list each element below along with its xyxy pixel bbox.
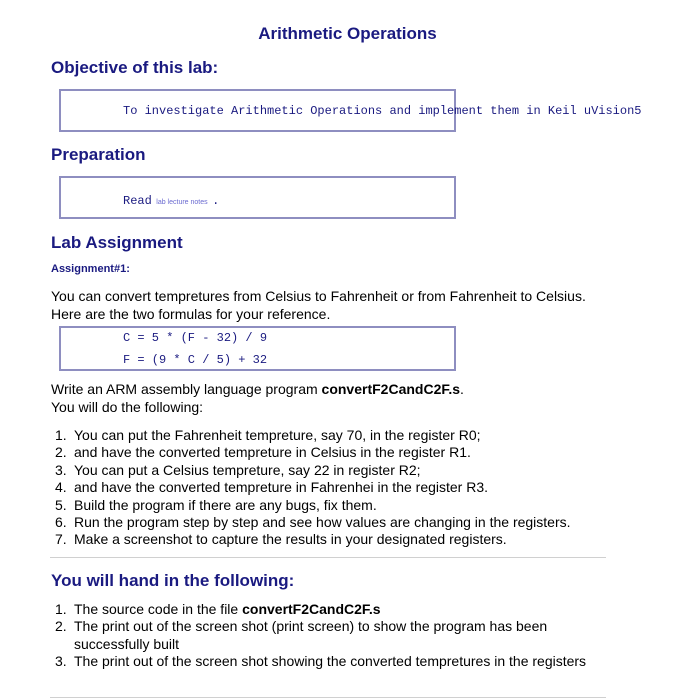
list-item: 1. You can put the Fahrenheit tempreture, say 70, in the register R0; bbox=[55, 427, 481, 443]
intro-paragraph: You can convert tempretures from Celsius to Fahrenheit or from Fahrenheit to Celsius. Here are the two formulas for your reference. bbox=[51, 288, 586, 322]
formula-box bbox=[59, 326, 456, 371]
handin-filename: convertF2CandC2F.s bbox=[242, 601, 381, 617]
divider bbox=[50, 557, 606, 558]
lab-notes-link[interactable]: lab lecture notes bbox=[156, 199, 208, 206]
formula-fahrenheit: F = (9 * C / 5) + 32 bbox=[123, 353, 268, 367]
handin-heading: You will hand in the following: bbox=[51, 571, 295, 590]
divider-bottom bbox=[50, 697, 606, 698]
read-suffix: . bbox=[212, 194, 220, 208]
list-item: 3. The print out of the screen shot showing the converted tempretures in the registers bbox=[55, 653, 587, 670]
objective-text: To investigate Arithmetic Operations and implement them in Keil uVision5 bbox=[123, 104, 642, 118]
write-instruction bbox=[51, 380, 651, 398]
preparation-box bbox=[59, 176, 456, 219]
formula-celsius: C = 5 * (F - 32) / 9 bbox=[123, 331, 268, 345]
read-prefix: Read bbox=[123, 194, 152, 208]
page-title: Arithmetic Operations bbox=[258, 24, 437, 43]
objective-heading: Objective of this lab: bbox=[51, 58, 219, 77]
list-item: 5. Build the program if there are any bugs, fix them. bbox=[55, 496, 377, 513]
list-item: 2. and have the converted tempreture in Celsius in the register R1. bbox=[55, 444, 471, 461]
write-prefix: Write an ARM assembly language program bbox=[51, 381, 322, 397]
preparation-heading: Preparation bbox=[51, 145, 146, 164]
handin-list bbox=[51, 601, 591, 671]
list-item: 6. Run the program step by step and see how values are changing in the registers. bbox=[55, 514, 571, 531]
list-item: 2. The print out of the screen shot (print screen) to show the program has been successfully built bbox=[55, 618, 548, 652]
list-item: 1. The source code in the file convertF2CandC2F.s bbox=[55, 601, 381, 617]
program-name: convertF2CandC2F.s bbox=[321, 381, 461, 397]
list-item: 4. and have the converted tempreture in Fahrenhei in the register R3. bbox=[55, 479, 489, 496]
follow-text: You will do the following: bbox=[51, 399, 204, 415]
list-item: 7. Make a screenshot to capture the results in your designated registers. bbox=[55, 531, 507, 548]
objective-box bbox=[59, 89, 642, 132]
write-suffix: . bbox=[460, 381, 464, 397]
list-item: 3. You can put a Celsius tempreture, say 22 in register R2; bbox=[55, 461, 421, 478]
lab-assignment-heading: Lab Assignment bbox=[51, 233, 183, 252]
assignment-label: Assignment#1: bbox=[51, 263, 130, 275]
steps-list bbox=[51, 427, 651, 549]
